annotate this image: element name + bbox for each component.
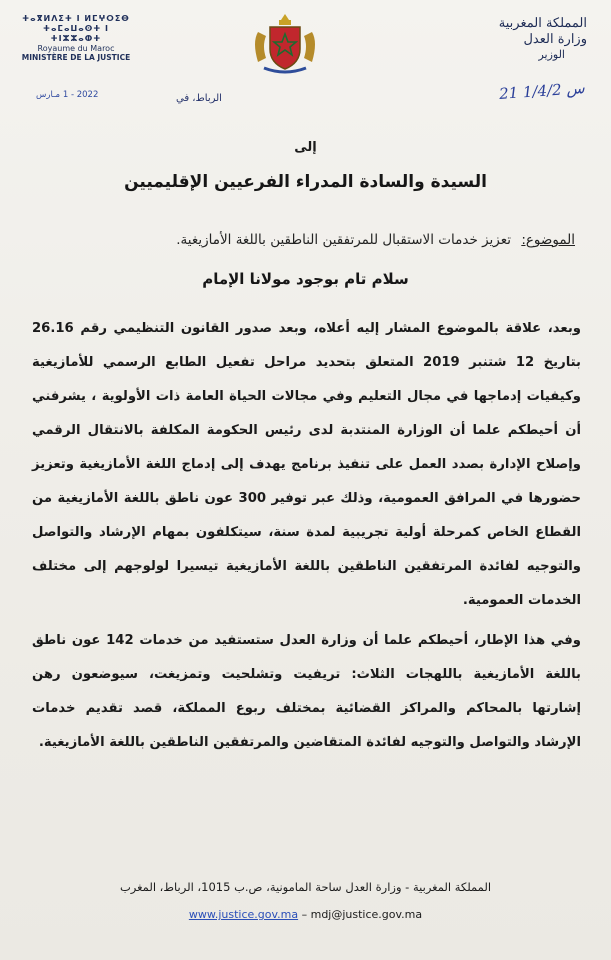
contact-separator: – [298,908,311,921]
coat-of-arms-icon [250,12,320,74]
tifinagh-line-2: ⵜⴰⵎⴰⵡⴰⵙⵜ ⵏ ⵜⵏⵣⵣⴰⵀⵜ [42,24,110,43]
greeting: سلام تام بوجود مولانا الإمام [202,270,409,288]
ministry-header-ar [457,16,587,62]
ministry-title: وزارة العدل [523,32,587,47]
royaume-text: Royaume du Maroc [37,44,115,53]
letter-body [32,312,581,760]
footer-address: المملكة المغربية - وزارة العدل ساحة المامونية، ص.ب 1015، الرباط، المغرب [119,880,492,894]
footer-contacts [0,908,611,921]
place-label: الرباط، في [176,93,222,104]
email-link[interactable]: mdj@justice.gov.ma [310,908,423,921]
date-stamp: 2022 - 1 مـارس [36,90,99,100]
ministere-text: MINISTÈRE DE LA JUSTICE [21,53,131,62]
subject-text: تعزيز خدمات الاستقبال للمرتفقين الناطقين باللغة الأمازيغية. [176,232,512,248]
website-link[interactable]: www.justice.gov.ma [188,908,299,921]
kingdom-title: المملكة المغربية [498,16,587,31]
minister-title: الوزير [538,48,565,61]
handwritten-reference: 21 س 1/4/2 [498,79,586,103]
paragraph-2: وفي هذا الإطار، أحيطكم علما أن وزارة العدل ستستفيد من خدمات 142 عون ناطق باللغة الأمازيغية باللهجات الثلاث: تريفيت وتشلحيت وتمزيغت، سيوضعون رهن إشارتها بالمحاكم والمراكز القضائية بمختلف ربوع المملكة، قصد تقديم خدمات الإرشاد والتواصل والتوجيه لفائدة المتقاضين والمرتفقين الناطقين باللغة الأمازيغية. [32,633,581,750]
to-label: إلى [294,140,317,155]
subject-line [35,232,575,248]
recipient-line: السيدة والسادة المدراء الفرعيين الإقليميين [124,172,487,192]
subject-label: الموضوع: [521,232,575,248]
tifinagh-line-1: ⵜⴰⴳⵍⴷⵉⵜ ⵏ ⵍⵎⵖⵔⵉⴱ [22,14,130,23]
ministry-logo-fr [16,14,136,62]
paragraph-1: وبعد، علاقة بالموضوع المشار إليه أعلاه، وبعد صدور القانون التنظيمي رقم 26.16 بتاريخ 12 شتنبر 2019 المتعلق بتحديد مراحل تفعيل الطابع الرسمي للأمازيغية وكيفيات إدماجها في مجال التعليم وفي مجالات الحياة العامة ذات الأولوية ، يشرفني أن أحيطكم علما أن الوزارة المنتدبة لدى رئيس الحكومة المكلفة بالانتقال الرقمي وإصلاح الإدارة بصدد العمل على تنفيذ برنامج يهدف إلى إدماج اللغة الأمازيغية وتعزيز حضورها في المرافق العمومية، وذلك عبر توفير 300 عون ناطق باللغة الأمازيغية من القطاع الخاص كمرحلة أولية تجريبية لمدة سنة، سيتكلفون بمهام الإرشاد والتواصل والتوجيه لفائدة المرتفقين الناطقين باللغة الأمازيغية تيسيرا لولوجهم إلى مختلف الخدمات العمومية. [32,321,581,608]
